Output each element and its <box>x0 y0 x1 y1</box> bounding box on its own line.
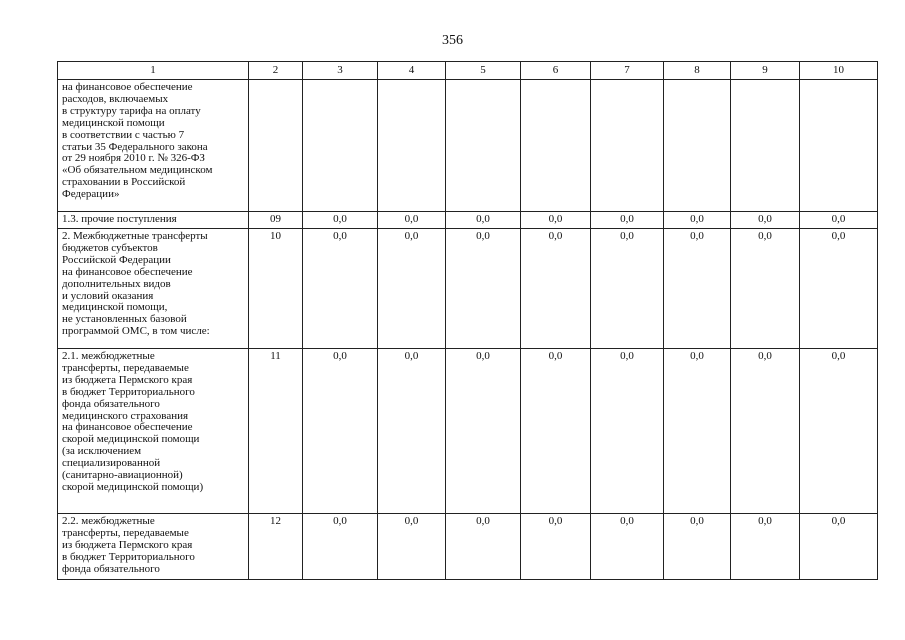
row-value: 0,0 <box>664 229 731 349</box>
row-value: 0,0 <box>303 514 378 580</box>
column-number: 8 <box>664 62 731 80</box>
row-value: 0,0 <box>378 349 446 514</box>
column-number: 10 <box>800 62 878 80</box>
row-value: 0,0 <box>446 229 521 349</box>
table-row <box>58 514 878 580</box>
row-description: 2. Межбюджетные трансферты бюджетов субъектов Российской Федерации на финансовое обеспечение дополнительных видов и условий оказания медицинской помощи, не установленных базовой программой ОМС, в том числе: <box>58 229 249 349</box>
row-value <box>521 80 591 212</box>
row-value <box>446 80 521 212</box>
row-value: 0,0 <box>303 349 378 514</box>
row-description: 2.2. межбюджетные трансферты, передаваемые из бюджета Пермского края в бюджет Территориального фонда обязательного <box>58 514 249 580</box>
row-value: 0,0 <box>731 212 800 229</box>
row-value: 0,0 <box>731 229 800 349</box>
column-number: 6 <box>521 62 591 80</box>
row-value <box>303 80 378 212</box>
row-value: 0,0 <box>521 212 591 229</box>
row-value: 0,0 <box>800 349 878 514</box>
row-value: 0,0 <box>731 349 800 514</box>
table-row <box>58 212 878 229</box>
row-code: 11 <box>249 349 303 514</box>
row-value: 0,0 <box>591 349 664 514</box>
budget-table <box>57 61 878 580</box>
row-value: 0,0 <box>521 349 591 514</box>
table-row <box>58 229 878 349</box>
column-number: 4 <box>378 62 446 80</box>
table-row <box>58 349 878 514</box>
row-code <box>249 80 303 212</box>
row-value: 0,0 <box>591 229 664 349</box>
row-value: 0,0 <box>521 229 591 349</box>
row-value: 0,0 <box>800 212 878 229</box>
row-value: 0,0 <box>303 212 378 229</box>
row-code: 10 <box>249 229 303 349</box>
row-value <box>731 80 800 212</box>
column-number: 5 <box>446 62 521 80</box>
page-number: 356 <box>442 33 463 48</box>
row-value: 0,0 <box>446 212 521 229</box>
row-value: 0,0 <box>664 514 731 580</box>
column-number-row <box>58 62 878 80</box>
row-value: 0,0 <box>591 212 664 229</box>
row-code: 09 <box>249 212 303 229</box>
row-description: на финансовое обеспечение расходов, включаемых в структуру тарифа на оплату медицинской помощи в соответствии с частью 7 статьи 35 Федерального закона от 29 ноября 2010 г. № 326-ФЗ «Об обязательном медицинском страховании в Российской Федерации» <box>58 80 249 212</box>
row-description: 2.1. межбюджетные трансферты, передаваемые из бюджета Пермского края в бюджет Территориального фонда обязательного медицинского страхования на финансовое обеспечение скорой медицинской помощи (за исключением специализированной (санитарно-авиационной) скорой медицинской помощи) <box>58 349 249 514</box>
row-value: 0,0 <box>664 349 731 514</box>
row-value: 0,0 <box>303 229 378 349</box>
column-number: 9 <box>731 62 800 80</box>
row-value: 0,0 <box>800 229 878 349</box>
row-value <box>800 80 878 212</box>
row-value <box>378 80 446 212</box>
row-value: 0,0 <box>378 212 446 229</box>
column-number: 3 <box>303 62 378 80</box>
row-value <box>664 80 731 212</box>
column-number: 2 <box>249 62 303 80</box>
row-value: 0,0 <box>521 514 591 580</box>
row-value: 0,0 <box>800 514 878 580</box>
row-value: 0,0 <box>378 229 446 349</box>
table-row <box>58 80 878 212</box>
row-value: 0,0 <box>446 514 521 580</box>
row-value <box>591 80 664 212</box>
row-value: 0,0 <box>664 212 731 229</box>
column-number: 7 <box>591 62 664 80</box>
row-description: 1.3. прочие поступления <box>58 212 249 229</box>
row-value: 0,0 <box>591 514 664 580</box>
row-code: 12 <box>249 514 303 580</box>
row-value: 0,0 <box>731 514 800 580</box>
row-value: 0,0 <box>378 514 446 580</box>
row-value: 0,0 <box>446 349 521 514</box>
column-number: 1 <box>58 62 249 80</box>
